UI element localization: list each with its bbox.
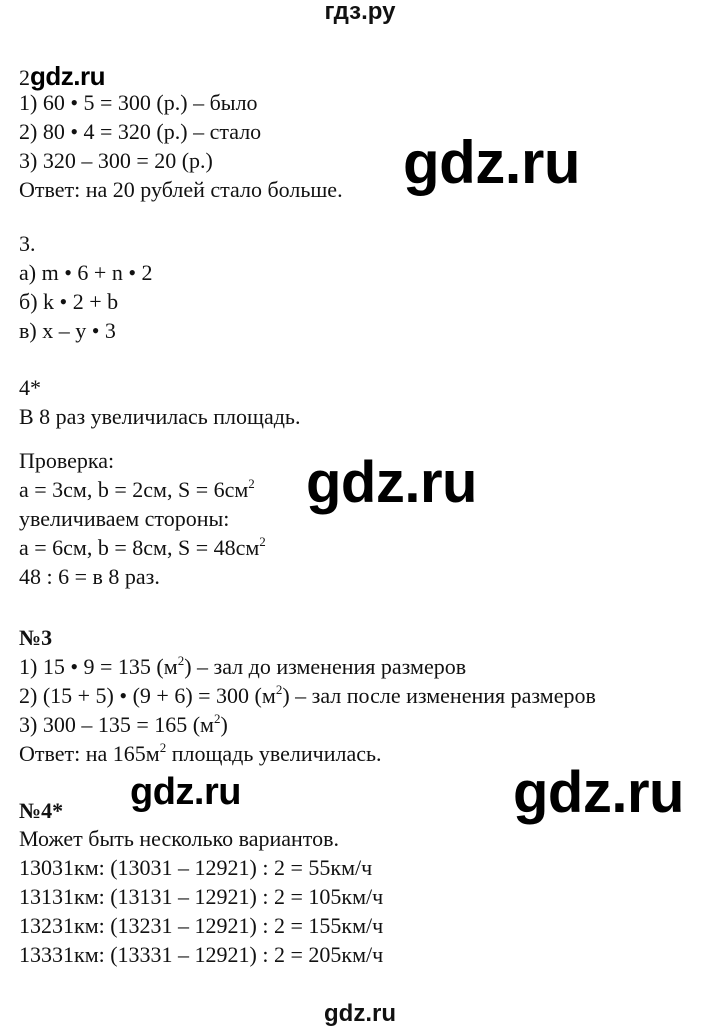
- task3-line: в) x – y • 3: [19, 318, 116, 343]
- task3-line: б) k • 2 + b: [19, 289, 119, 314]
- text: Ответ: на 165м: [19, 741, 160, 766]
- check-line: увеличиваем стороны:: [19, 506, 230, 531]
- text: ) – зал до изменения размеров: [184, 654, 467, 679]
- check-line: [19, 475, 255, 504]
- superscript: 2: [248, 476, 255, 491]
- task4-answer: В 8 раз увеличилась площадь.: [19, 404, 301, 429]
- text: 3) 300 – 135 = 165 (м: [19, 712, 214, 737]
- superscript: 2: [159, 740, 167, 755]
- no4-heading: №4*: [19, 798, 64, 823]
- no3-answer: [19, 739, 382, 768]
- no3-heading: №3: [19, 625, 53, 650]
- no4-line: 13231км: (13231 – 12921) : 2 = 155км/ч: [19, 913, 384, 938]
- superscript: 2: [275, 682, 283, 697]
- task2-answer: Ответ: на 20 рублей стало больше.: [19, 177, 343, 202]
- no4-line: 13331км: (13331 – 12921) : 2 = 205км/ч: [19, 942, 384, 967]
- check-text: a = 3см, b = 2см, S = 6см: [19, 477, 249, 502]
- check-text: a = 6см, b = 8см, S = 48см: [19, 535, 260, 560]
- text: 2) (15 + 5) • (9 + 6) = 300 (м: [19, 683, 276, 708]
- text: ) – зал после изменения размеров: [282, 683, 596, 708]
- text: площадь увеличилась.: [166, 741, 382, 766]
- watermark: gdz.ru: [306, 450, 477, 515]
- check-title: Проверка:: [19, 448, 115, 473]
- watermark: gdz.ru: [513, 760, 684, 825]
- site-footer: gdz.ru: [324, 1000, 396, 1027]
- task2-line: 3) 320 – 300 = 20 (р.): [19, 148, 213, 173]
- superscript: 2: [177, 653, 185, 668]
- check-line: [19, 533, 266, 562]
- task3-heading: 3.: [19, 231, 36, 256]
- no3-line: [19, 681, 596, 710]
- task3-line: а) m • 6 + n • 2: [19, 260, 153, 285]
- watermark: gdz.ru: [30, 61, 105, 91]
- no3-line: [19, 652, 466, 681]
- task2-line: 2) 80 • 4 = 320 (р.) – стало: [19, 119, 262, 144]
- superscript: 2: [259, 534, 266, 549]
- text: ): [220, 712, 228, 737]
- task2-line: 1) 60 • 5 = 300 (р.) – было: [19, 90, 258, 115]
- task-number: 2: [19, 65, 30, 90]
- watermark: gdz.ru: [130, 771, 241, 813]
- check-line: 48 : 6 = в 8 раз.: [19, 564, 160, 589]
- no4-intro: Может быть несколько вариантов.: [19, 826, 339, 851]
- text: 1) 15 • 9 = 135 (м: [19, 654, 178, 679]
- task4-heading: 4*: [19, 375, 41, 400]
- watermark: gdz.ru: [403, 129, 580, 196]
- superscript: 2: [213, 711, 221, 726]
- no3-line: [19, 710, 228, 739]
- no4-line: 13031км: (13031 – 12921) : 2 = 55км/ч: [19, 855, 373, 880]
- no4-line: 13131км: (13131 – 12921) : 2 = 105км/ч: [19, 884, 384, 909]
- site-header: гдз.ру: [324, 0, 396, 25]
